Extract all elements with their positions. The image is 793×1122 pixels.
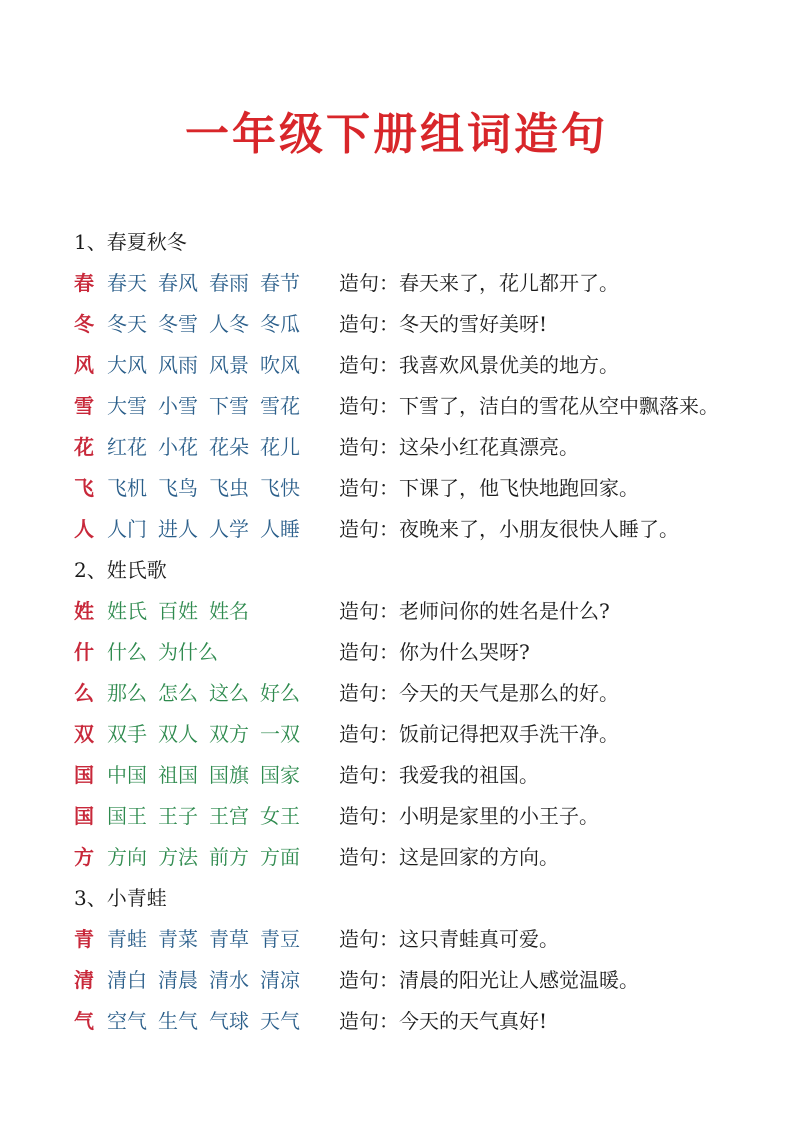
- word: 风景: [209, 353, 249, 377]
- word: 花朵: [209, 435, 249, 459]
- word: 冬天: [107, 312, 147, 336]
- word: 国家: [260, 763, 300, 787]
- word: 王子: [158, 804, 198, 828]
- example-sentence: 造句：春天来了，花儿都开了。: [339, 271, 619, 295]
- word: 双方: [209, 722, 249, 746]
- word: 飞虫: [209, 476, 249, 500]
- key-character: 清: [74, 968, 94, 992]
- entry-row: [74, 1001, 774, 1042]
- word: 姓氏: [107, 599, 147, 623]
- example-sentence: 造句：小明是家里的小王子。: [339, 804, 599, 828]
- word: 那么: [107, 681, 147, 705]
- word: 大风: [107, 353, 147, 377]
- word: 春风: [158, 271, 198, 295]
- word: 冬瓜: [260, 312, 300, 336]
- entry-row: [74, 673, 774, 714]
- word-group: [107, 714, 311, 755]
- word: 王宫: [209, 804, 249, 828]
- key-character: 风: [74, 353, 94, 377]
- key-character: 双: [74, 722, 94, 746]
- word: 双手: [107, 722, 147, 746]
- word-list: [74, 222, 774, 1042]
- entry-row: [74, 263, 774, 304]
- word: 清白: [107, 968, 147, 992]
- entry-row: [74, 427, 774, 468]
- key-character: 国: [74, 804, 94, 828]
- word: 风雨: [158, 353, 198, 377]
- word: 飞快: [260, 476, 300, 500]
- word: 青蛙: [107, 927, 147, 951]
- word: 为什么: [158, 640, 218, 664]
- word: 这么: [209, 681, 249, 705]
- key-character: 冬: [74, 312, 94, 336]
- word: 国王: [107, 804, 147, 828]
- key-character: 国: [74, 763, 94, 787]
- word: 百姓: [158, 599, 198, 623]
- word-group: [107, 263, 311, 304]
- key-character: 青: [74, 927, 94, 951]
- word: 空气: [107, 1009, 147, 1033]
- entry-row: [74, 960, 774, 1001]
- word-group: [107, 468, 311, 509]
- word: 人冬: [209, 312, 249, 336]
- word: 人睡: [260, 517, 300, 541]
- entry-row: [74, 919, 774, 960]
- key-character: 气: [74, 1009, 94, 1033]
- word: 方面: [260, 845, 300, 869]
- section-heading: 3、小青蛙: [74, 886, 167, 910]
- example-sentence: 造句：夜晚来了，小朋友很快人睡了。: [339, 517, 679, 541]
- key-character: 方: [74, 845, 94, 869]
- word: 生气: [158, 1009, 198, 1033]
- word: 国旗: [209, 763, 249, 787]
- word: 清晨: [158, 968, 198, 992]
- word: 方法: [158, 845, 198, 869]
- key-character: 姓: [74, 599, 94, 623]
- word: 姓名: [209, 599, 249, 623]
- example-sentence: 造句：今天的天气是那么的好。: [339, 681, 619, 705]
- example-sentence: 造句：我爱我的祖国。: [339, 763, 539, 787]
- section-heading: 1、春夏秋冬: [74, 230, 187, 254]
- page-title: 一年级下册组词造句: [185, 109, 608, 160]
- example-sentence: 造句：清晨的阳光让人感觉温暖。: [339, 968, 639, 992]
- word: 前方: [209, 845, 249, 869]
- key-character: 雪: [74, 394, 94, 418]
- word: 方向: [107, 845, 147, 869]
- word: 红花: [107, 435, 147, 459]
- key-character: 人: [74, 517, 94, 541]
- entry-row: [74, 632, 774, 673]
- entry-row: [74, 837, 774, 878]
- word: 飞鸟: [158, 476, 198, 500]
- example-sentence: 造句：下雪了，洁白的雪花从空中飘落来。: [339, 394, 719, 418]
- word-group: [107, 837, 311, 878]
- word-group: [107, 509, 311, 550]
- example-sentence: 造句：这是回家的方向。: [339, 845, 559, 869]
- entry-row: [74, 796, 774, 837]
- entry-row: [74, 386, 774, 427]
- word-group: [107, 1001, 311, 1042]
- word: 好么: [260, 681, 300, 705]
- word: 气球: [209, 1009, 249, 1033]
- example-sentence: 造句：这只青蛙真可爱。: [339, 927, 559, 951]
- word: 青菜: [158, 927, 198, 951]
- word-group: [107, 304, 311, 345]
- word: 春天: [107, 271, 147, 295]
- word: 怎么: [158, 681, 198, 705]
- word: 大雪: [107, 394, 147, 418]
- word-group: [107, 427, 311, 468]
- word-group: [107, 673, 311, 714]
- word-group: [107, 919, 311, 960]
- example-sentence: 造句：饭前记得把双手洗干净。: [339, 722, 619, 746]
- word: 人学: [209, 517, 249, 541]
- word-group: [107, 345, 311, 386]
- example-sentence: 造句：这朵小红花真漂亮。: [339, 435, 579, 459]
- word: 祖国: [158, 763, 198, 787]
- word: 双人: [158, 722, 198, 746]
- word-group: [107, 632, 229, 673]
- word-group: [107, 960, 311, 1001]
- word: 春雨: [209, 271, 249, 295]
- word: 花儿: [260, 435, 300, 459]
- word: 青草: [209, 927, 249, 951]
- word: 清水: [209, 968, 249, 992]
- word: 人门: [107, 517, 147, 541]
- entry-row: [74, 304, 774, 345]
- word: 一双: [260, 722, 300, 746]
- section-heading: 2、姓氏歌: [74, 558, 167, 582]
- entry-row: [74, 714, 774, 755]
- word: 女王: [260, 804, 300, 828]
- example-sentence: 造句：你为什么哭呀?: [339, 640, 530, 664]
- example-sentence: 造句：冬天的雪好美呀!: [339, 312, 548, 336]
- key-character: 花: [74, 435, 94, 459]
- word: 小花: [158, 435, 198, 459]
- word-group: [107, 591, 260, 632]
- entry-row: [74, 755, 774, 796]
- word: 飞机: [107, 476, 147, 500]
- word: 吹风: [260, 353, 300, 377]
- key-character: 春: [74, 271, 94, 295]
- entry-row: [74, 345, 774, 386]
- word: 雪花: [260, 394, 300, 418]
- word: 中国: [107, 763, 147, 787]
- word: 小雪: [158, 394, 198, 418]
- word-group: [107, 386, 311, 427]
- example-sentence: 造句：我喜欢风景优美的地方。: [339, 353, 619, 377]
- word-group: [107, 755, 311, 796]
- word: 青豆: [260, 927, 300, 951]
- entry-row: [74, 468, 774, 509]
- example-sentence: 造句：下课了，他飞快地跑回家。: [339, 476, 639, 500]
- word: 进人: [158, 517, 198, 541]
- key-character: 什: [74, 640, 94, 664]
- word-group: [107, 796, 311, 837]
- example-sentence: 造句：今天的天气真好!: [339, 1009, 548, 1033]
- word: 天气: [260, 1009, 300, 1033]
- word: 春节: [260, 271, 300, 295]
- example-sentence: 造句：老师问你的姓名是什么?: [339, 599, 610, 623]
- entry-row: [74, 591, 774, 632]
- word: 什么: [107, 640, 147, 664]
- word: 冬雪: [158, 312, 198, 336]
- word: 清凉: [260, 968, 300, 992]
- entry-row: [74, 509, 774, 550]
- word: 下雪: [209, 394, 249, 418]
- key-character: 飞: [74, 476, 94, 500]
- key-character: 么: [74, 681, 94, 705]
